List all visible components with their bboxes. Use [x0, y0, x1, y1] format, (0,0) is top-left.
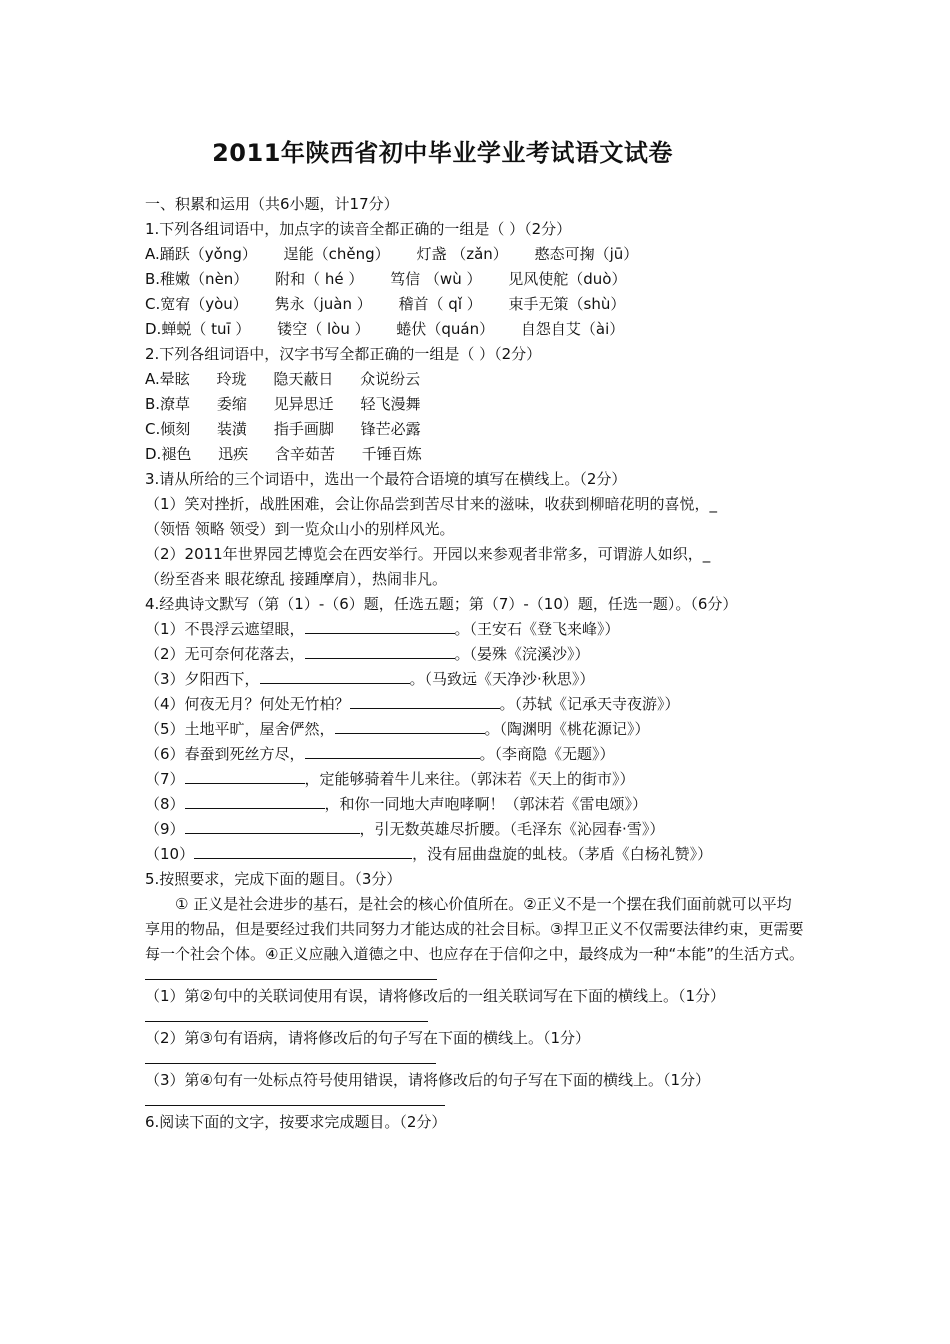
answer-blank[interactable] [185, 769, 305, 784]
answer-blank[interactable] [260, 669, 410, 684]
answer-line[interactable] [145, 1021, 428, 1022]
option-word: 锋芒必露 [360, 420, 421, 438]
option-word: 轻飞漫舞 [360, 395, 421, 413]
recitation-item: （9） ，引无数英雄尽折腰。（毛泽东《沁园春·雪》） [145, 820, 665, 838]
option-word: D.褪色 [145, 445, 192, 463]
recitation-item: （2）无可奈何花落去， 。（晏殊《浣溪沙》） [145, 645, 590, 663]
answer-blank[interactable] [305, 619, 455, 634]
option-word: 稽首（ qǐ ） [398, 295, 482, 313]
option-word: C.宽宥（yòu） [145, 295, 248, 313]
question-1-option-b [145, 267, 805, 292]
option-word: A.晕眩 [145, 370, 190, 388]
recitation-item: （7） ，定能够骑着牛儿来往。（郭沫若《天上的街市》） [145, 770, 635, 788]
question-2-stem: 2.下列各组词语中，汉字书写全都正确的一组是（ ）（2分） [145, 345, 542, 363]
answer-line[interactable] [145, 979, 437, 980]
answer-blank[interactable] [305, 644, 455, 659]
recitation-item: （5）土地平旷，屋舍俨然， 。（陶渊明《桃花源记》） [145, 720, 650, 738]
recitation-item: （8） ，和你一同地大声咆哮啊！（郭沫若《雷电颂》） [145, 795, 648, 813]
option-word: 指手画脚 [273, 420, 334, 438]
option-word: 见异思迁 [273, 395, 334, 413]
question-2-option-d [145, 442, 805, 467]
exam-content [145, 192, 805, 1135]
recitation-item: （1）不畏浮云遮望眼， 。（王安石《登飞来峰》） [145, 620, 620, 638]
option-word: 见风使舵（duò） [508, 270, 627, 288]
question-3-item-1-choices: （领悟 领略 领受）到一览众山小的别样风光。 [145, 520, 455, 538]
option-word: 镂空（ lòu ） [277, 320, 370, 338]
question-6-stem: 6.阅读下面的文字，按要求完成题目。（2分） [145, 1113, 447, 1131]
question-1-stem: 1.下列各组词语中，加点字的读音全都正确的一组是（ ）（2分） [145, 220, 572, 238]
recitation-item: （6）春蚕到死丝方尽， 。（李商隐《无题》） [145, 745, 615, 763]
option-word: A.踊跃（yǒng） [145, 245, 257, 263]
option-word: 憨态可掬（jū） [534, 245, 639, 263]
option-word: 玲珑 [216, 370, 247, 388]
question-5-stem: 5.按照要求，完成下面的题目。（3分） [145, 870, 402, 888]
question-5-sub-2: （2）第③句有语病，请将修改后的句子写在下面的横线上。（1分） [145, 1029, 591, 1047]
option-word: 千锤百炼 [361, 445, 422, 463]
answer-blank[interactable] [335, 719, 485, 734]
option-word: 笃信 （wù ） [390, 270, 482, 288]
option-word: 束手无策（shù） [508, 295, 626, 313]
option-word: C.倾刻 [145, 420, 191, 438]
option-word: B.稚嫩（nèn） [145, 270, 249, 288]
question-5-sub-3: （3）第④句有一处标点符号使用错误，请将修改后的句子写在下面的横线上。（1分） [145, 1071, 711, 1089]
option-word: 众说纷云 [360, 370, 421, 388]
question-3-item-1: （1）笑对挫折，战胜困难，会让你品尝到苦尽甘来的滋味，收获到柳暗花明的喜悦，_ [145, 495, 718, 513]
question-2-option-a [145, 367, 805, 392]
page-title: 2011年陕西省初中毕业学业考试语文试卷 [212, 139, 673, 167]
question-5-passage: ① 正义是社会进步的基石，是社会的核心价值所在。②正义不是一个摆在我们面前就可以平均享用的物品，但是要经过我们共同努力才能达成的社会目标。③捍卫正义不仅需要法律约束，更需要每一个社会个体。④正义应融入道德之中、也应存在于信仰之中，最终成为一种“本能”的生活方式。 [145, 895, 804, 963]
answer-line[interactable] [145, 1105, 445, 1106]
option-word: B.潦草 [145, 395, 191, 413]
answer-line[interactable] [145, 1063, 436, 1064]
option-word: 迅疾 [218, 445, 249, 463]
option-word: 逞能（chěng） [283, 245, 390, 263]
question-1-option-d [145, 317, 805, 342]
question-2-option-c [145, 417, 805, 442]
option-word: D.蝉蜕（ tuī ） [145, 320, 251, 338]
option-word: 隽永（juàn ） [274, 295, 372, 313]
option-word: 蜷伏（quán） [396, 320, 495, 338]
question-2-option-b [145, 392, 805, 417]
option-word: 委缩 [216, 395, 247, 413]
question-1-option-c [145, 292, 805, 317]
section-heading: 一、积累和运用（共6小题，计17分） [145, 195, 399, 213]
recitation-item: （3）夕阳西下， 。（马致远《天净沙·秋思》） [145, 670, 595, 688]
answer-blank[interactable] [350, 694, 500, 709]
option-word: 含辛茹苦 [274, 445, 335, 463]
option-word: 隐天蔽日 [273, 370, 334, 388]
answer-blank[interactable] [194, 844, 412, 859]
question-3-item-2-choices: （纷至沓来 眼花缭乱 接踵摩肩），热闹非凡。 [145, 570, 448, 588]
option-word: 灯盏 （zǎn） [416, 245, 508, 263]
answer-blank[interactable] [305, 744, 480, 759]
question-4-stem: 4.经典诗文默写（第（1）-（6）题，任选五题；第（7）-（10）题，任选一题）。（6分） [145, 595, 738, 613]
answer-blank[interactable] [185, 794, 325, 809]
answer-blank[interactable] [185, 819, 360, 834]
question-1-option-a [145, 242, 805, 267]
question-5-sub-1: （1）第②句中的关联词使用有误，请将修改后的一组关联词写在下面的横线上。（1分） [145, 987, 726, 1005]
recitation-item: （4）何夜无月？何处无竹柏？ 。（苏轼《记承天寺夜游》） [145, 695, 680, 713]
question-3-stem: 3.请从所给的三个词语中，选出一个最符合语境的填写在横线上。（2分） [145, 470, 627, 488]
question-3-item-2: （2）2011年世界园艺博览会在西安举行。开园以来参观者非常多，可谓游人如织，_ [145, 545, 711, 563]
option-word: 装潢 [217, 420, 248, 438]
recitation-item: （10） ，没有屈曲盘旋的虬枝。（茅盾《白杨礼赞》） [145, 845, 713, 863]
option-word: 自怨自艾（ài） [520, 320, 625, 338]
option-word: 附和（ hé ） [275, 270, 364, 288]
